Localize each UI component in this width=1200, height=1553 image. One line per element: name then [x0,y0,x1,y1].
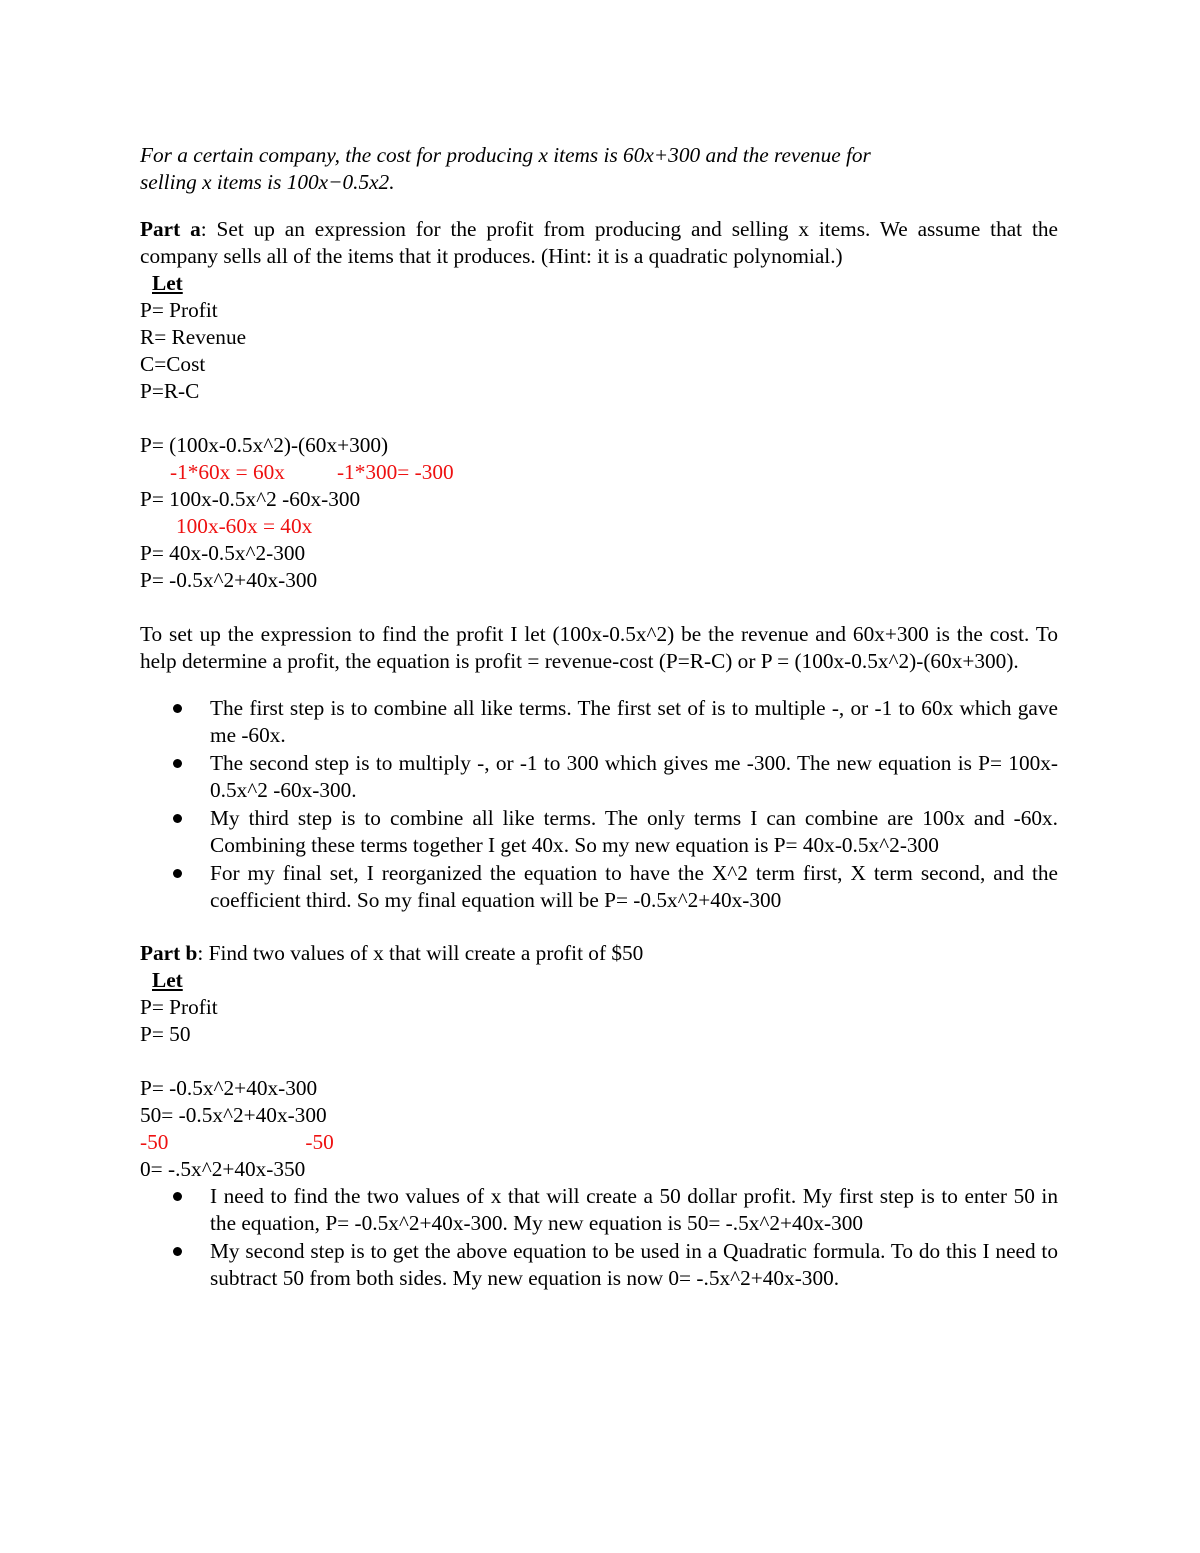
bullet-icon [173,814,182,823]
part-b-note-right: -50 [305,1130,334,1154]
part-a-note-1b: -1*300= -300 [336,460,454,484]
document-page [140,142,1058,1293]
bullet-icon [173,1192,182,1201]
part-a-def-revenue: R= Revenue [140,325,247,349]
list-item: My second step is to get the above equation to be used in a Quadratic formula. To do this I need to subtract 50 from both sides. My new equation is now 0= -.5x^2+40x-300. [210,1238,1058,1292]
part-a-steps [140,695,1058,914]
part-b-prompt [140,940,1058,967]
part-b-def-profit: P= Profit [140,995,218,1019]
part-a-explanation: To set up the expression to find the profit I let (100x-0.5x^2) be the revenue and 60x+300 is the cost. To help determine a profit, the equation is profit = revenue-cost (P=R-C) or P = (100x-0.5x^2)-(60x+300). [140,622,1058,673]
part-a-eq-3: P= 40x-0.5x^2-300 [140,541,306,565]
part-a-eq-2: P= 100x-0.5x^2 -60x-300 [140,487,361,511]
list-item: For my final set, I reorganized the equation to have the X^2 term first, X term second, and the coefficient third. So my final equation will be P= -0.5x^2+40x-300 [210,860,1058,914]
part-a-def-profit: P= Profit [140,298,218,322]
part-a-note-1 [140,459,1058,486]
part-b-eq-2: 50= -0.5x^2+40x-300 [140,1103,327,1127]
part-a-eq-4: P= -0.5x^2+40x-300 [140,568,318,592]
part-a-text: : Set up an expression for the profit from producing and selling x items. We assume that the company sells all of the items that it produces. (Hint: it is a quadratic polynomial.) [140,217,1058,268]
part-b-eq-3: 0= -.5x^2+40x-350 [140,1157,306,1181]
part-a-eq-1: P= (100x-0.5x^2)-(60x+300) [140,433,389,457]
intro-line-2: selling x items is 100x−0.5x2. [140,170,395,194]
list-item: I need to find the two values of x that will create a 50 dollar profit. My first step is to enter 50 in the equation, P= -0.5x^2+40x-300. My new equation is 50= -.5x^2+40x-300 [210,1183,1058,1237]
part-a-label: Part a [140,217,201,241]
bullet-icon [173,704,182,713]
bullet-icon [173,759,182,768]
part-b-def-value: P= 50 [140,1022,191,1046]
part-a-note-1a: -1*60x = 60x [170,460,285,484]
part-b-note-left: -50 [140,1130,169,1154]
intro-line-1: For a certain company, the cost for producing x items is 60x+300 and the revenue for [140,143,871,167]
list-item: The first step is to combine all like terms. The first set of is to multiple -, or -1 to 60x which gave me -60x. [210,695,1058,749]
part-a-def-formula: P=R-C [140,379,200,403]
part-a-let: Let [152,271,183,295]
part-a-note-2: 100x-60x = 40x [176,514,313,538]
bullet-icon [173,869,182,878]
list-item: The second step is to multiply -, or -1 to 300 which gives me -300. The new equation is P= 100x-0.5x^2 -60x-300. [210,750,1058,804]
part-b-text: : Find two values of x that will create a profit of $50 [197,941,644,965]
part-a-def-cost: C=Cost [140,352,206,376]
bullet-icon [173,1247,182,1256]
part-b-label: Part b [140,941,198,965]
part-a-prompt [140,216,1058,270]
part-b-note [140,1129,1058,1156]
part-b-eq-1: P= -0.5x^2+40x-300 [140,1076,318,1100]
part-b-let: Let [152,968,183,992]
list-item: My third step is to combine all like terms. The only terms I can combine are 100x and -60x. Combining these terms together I get 40x. So my new equation is P= 40x-0.5x^2-300 [210,805,1058,859]
part-b-steps [140,1183,1058,1292]
